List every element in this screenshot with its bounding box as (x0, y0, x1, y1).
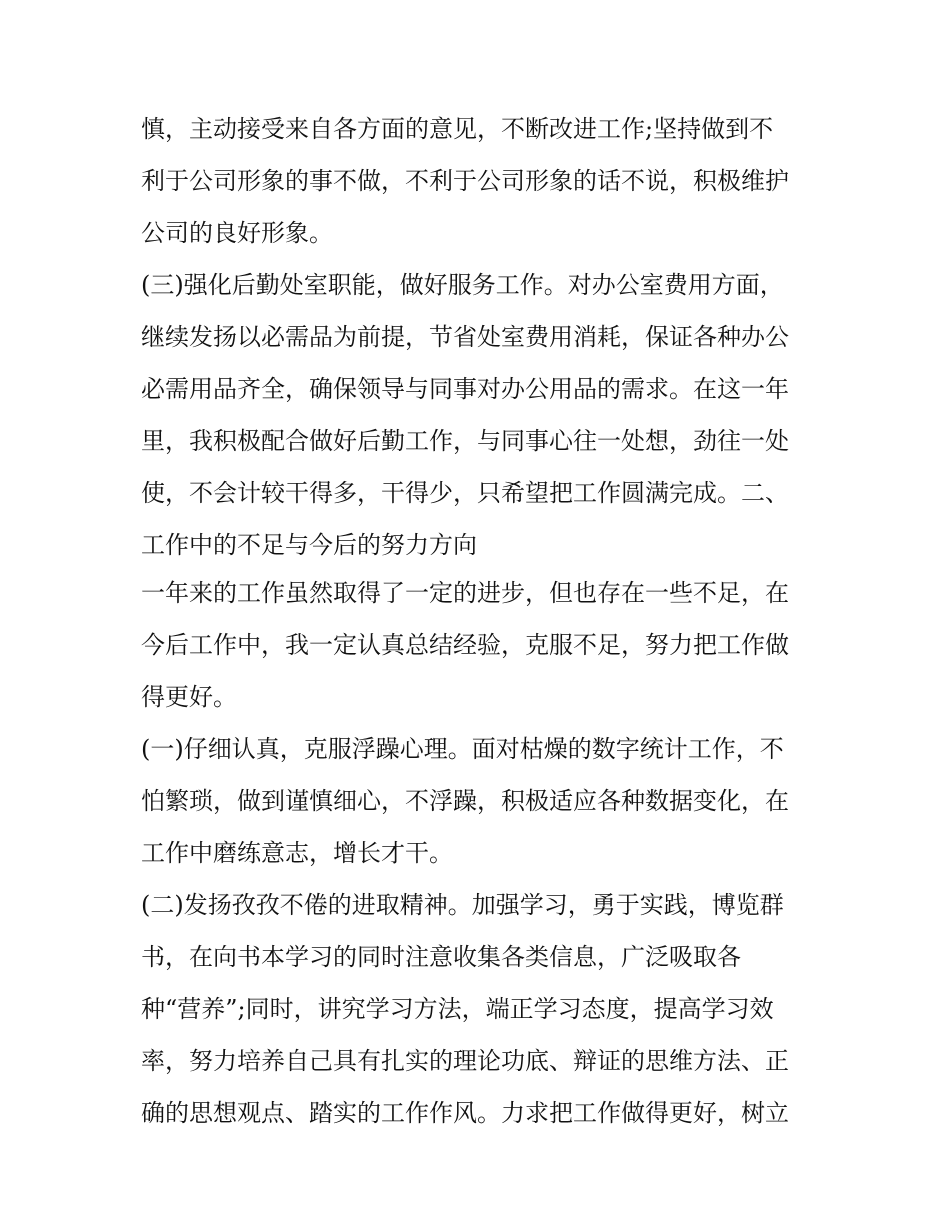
text-line: 里，我积极配合做好后勤工作，与同事心往一处想，劲往一处 (141, 427, 789, 455)
text-line: 书，在向书本学习的同时注意收集各类信息，广泛吸取各 (141, 943, 741, 971)
text-line: 确的思想观点、踏实的工作作风。力求把工作做得更好，树立 (141, 1099, 789, 1127)
text-line: 种“营养”;同时，讲究学习方法，端正学习态度，提高学习效 (141, 995, 774, 1023)
text-line: 率，努力培养自己具有扎实的理论功底、辩证的思维方法、正 (141, 1047, 789, 1075)
text-line: 必需用品齐全，确保领导与同事对办公用品的需求。在这一年 (141, 375, 789, 403)
text-line: (三)强化后勤处室职能，做好服务工作。对办公室费用方面， (141, 271, 784, 299)
text-line: 利于公司形象的事不做，不利于公司形象的话不说，积极维护 (141, 167, 789, 195)
text-line: (一)仔细认真，克服浮躁心理。面对枯燥的数字统计工作，不 (141, 735, 784, 763)
text-line: 慎，主动接受来自各方面的意见，不断改进工作;坚持做到不 (141, 115, 774, 143)
text-line: 继续发扬以必需品为前提，节省处室费用消耗，保证各种办公 (141, 323, 789, 351)
text-line: 公司的良好形象。 (141, 219, 333, 247)
text-line: 怕繁琐，做到谨慎细心，不浮躁，积极适应各种数据变化，在 (141, 787, 789, 815)
text-line: 使，不会计较干得多，干得少，只希望把工作圆满完成。二、 (141, 479, 789, 507)
text-line: 工作中的不足与今后的努力方向 (141, 531, 477, 559)
text-line: 今后工作中，我一定认真总结经验，克服不足，努力把工作做 (141, 631, 789, 659)
text-line: 得更好。 (141, 683, 237, 711)
text-line: 一年来的工作虽然取得了一定的进步，但也存在一些不足，在 (141, 579, 789, 607)
text-line: 工作中磨练意志，增长才干。 (141, 839, 453, 867)
text-line: (二)发扬孜孜不倦的进取精神。加强学习，勇于实践，博览群 (141, 891, 784, 919)
